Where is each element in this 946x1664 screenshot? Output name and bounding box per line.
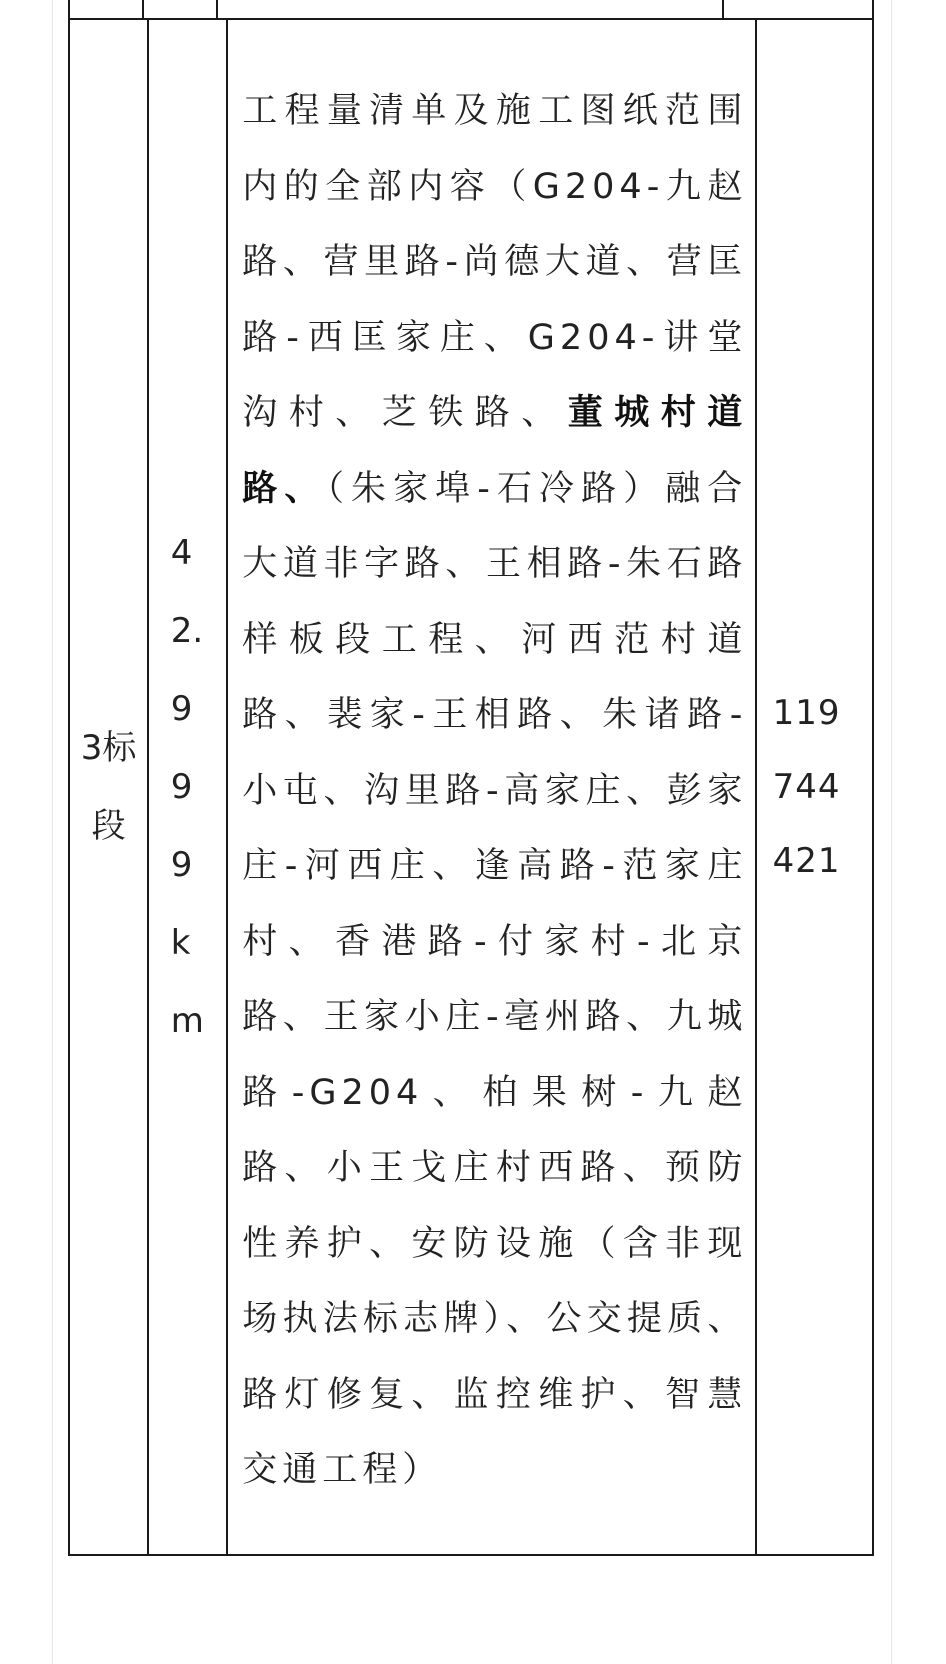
- table-top-stub: [68, 0, 874, 18]
- scope-text-bold: 董城村道路、: [242, 393, 748, 509]
- table-row: [69, 19, 873, 1555]
- section-cell: [69, 19, 148, 1555]
- amount-cell: [756, 19, 873, 1555]
- amount-value: 119744421: [772, 693, 841, 881]
- scope-text-prefix: 工程量清单及施工图纸范围内的全部内容（G204-九赵路、营里路-尚德大道、营匡路-西匡家庄、G204-讲堂沟村、芝铁路、: [242, 91, 748, 434]
- bid-section-table: [68, 18, 874, 1556]
- scope-description: [228, 55, 755, 1519]
- length-value: 42.999km: [170, 533, 204, 1041]
- scope-cell: [227, 19, 756, 1555]
- scope-text-suffix: （朱家埠-石冷路）融合大道非字路、王相路-朱石路样板段工程、河西范村道路、裴家-王相路、朱诸路-小屯、沟里路-高家庄、彭家庄-河西庄、逢高路-范家庄村、香港路-付家村-北京路、王家小庄-亳州路、九城路-G204、柏果树-九赵路、小王戈庄村西路、预防性养护、安防设施（含非现场执法标志牌）、公交提质、路灯修复、监控维护、智慧交通工程）: [242, 468, 748, 1491]
- length-cell: [148, 19, 227, 1555]
- section-label: 3标段: [80, 728, 137, 846]
